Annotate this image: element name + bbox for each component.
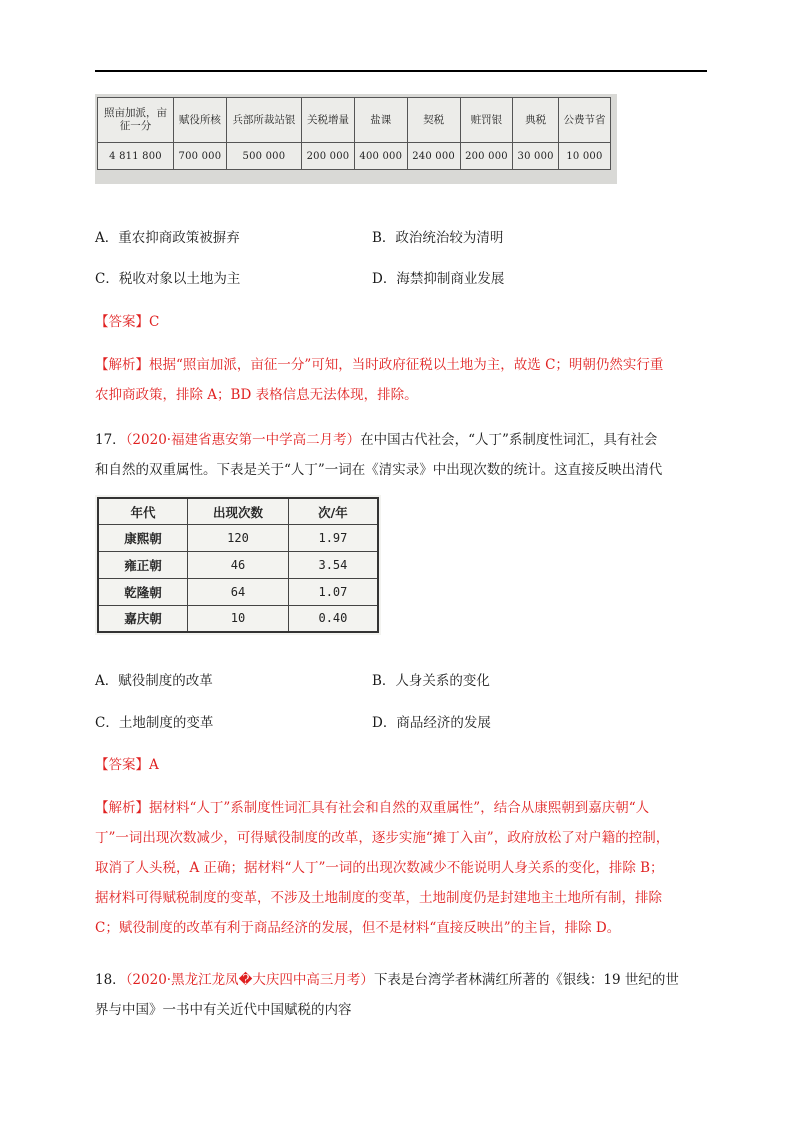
tax-table-cell: 500 000 <box>226 143 301 170</box>
q16-option-b: B．政治统治较为清明 <box>372 230 504 246</box>
q16-answer: 【答案】C <box>95 314 160 330</box>
q17-option-c: C．土地制度的变革 <box>95 715 214 731</box>
renting-table-row <box>98 525 378 552</box>
renting-table-count: 10 <box>188 605 289 632</box>
tax-table <box>97 97 611 170</box>
tax-table-header: 典税 <box>513 98 559 143</box>
header-rule <box>95 70 707 72</box>
tax-table-cell: 240 000 <box>407 143 460 170</box>
tax-table-cell: 200 000 <box>302 143 355 170</box>
q17-analysis-line: 取消了人头税，A 正确；据材料“人丁”一词的出现次数减少不能说明人身关系的变化，排除 B； <box>95 860 664 876</box>
tax-table-header: 公费节省 <box>558 98 610 143</box>
tax-table-header-row <box>98 98 611 143</box>
q18-stem-line-2: 界与中国》一书中有关近代中国赋税的内容 <box>95 1002 352 1018</box>
renting-table-rate: 1.07 <box>288 578 378 605</box>
renting-table-count: 120 <box>188 525 289 552</box>
renting-table-row <box>98 605 378 632</box>
renting-table-header-row <box>98 498 378 525</box>
renting-table-count: 64 <box>188 578 289 605</box>
tax-table-cell: 400 000 <box>354 143 407 170</box>
q16-option-a: A．重农抑商政策被摒弃 <box>95 230 240 246</box>
q18-stem-line-1 <box>95 968 679 988</box>
tax-table-header: 赋役所核 <box>174 98 227 143</box>
renting-table-header: 年代 <box>98 498 188 525</box>
tax-table-header: 兵部所裁站银 <box>226 98 301 143</box>
q17-analysis-line: C；赋役制度的改革有利于商品经济的发展，但不是材料“直接反映出”的主旨，排除 D。 <box>95 920 621 936</box>
q18-number: 18． <box>95 972 126 988</box>
renting-table-row <box>98 578 378 605</box>
tax-table-header: 盐课 <box>354 98 407 143</box>
renting-table-era: 嘉庆朝 <box>98 605 188 632</box>
q18-source: （2020·黑龙江龙凤�大庆四中高三月考） <box>125 972 374 988</box>
renting-table <box>97 497 379 633</box>
q17-number: 17． <box>95 432 126 448</box>
tax-table-header: 契税 <box>407 98 460 143</box>
q17-analysis-line: 【解析】据材料“人丁”系制度性词汇具有社会和自然的双重属性”，结合从康熙朝到嘉庆朝“人 <box>95 800 650 816</box>
q17-analysis-line: 据材料可得赋税制度的变革，不涉及土地制度的变革，土地制度仍是封建地主土地所有制，排除 <box>95 890 662 906</box>
renting-table-header: 出现次数 <box>188 498 289 525</box>
tax-table-header: 赃罚银 <box>460 98 513 143</box>
renting-table-count: 46 <box>188 552 289 579</box>
q17-option-b: B．人身关系的变化 <box>372 673 490 689</box>
q17-stem-line-2: 和自然的双重属性。下表是关于“人丁”一词在《清实录》中出现次数的统计。这直接反映出清代 <box>95 462 663 478</box>
q17-answer: 【答案】A <box>95 757 159 773</box>
q17-source: （2020·福建省惠安第一中学高二月考） <box>125 432 361 448</box>
renting-table-rate: 0.40 <box>288 605 378 632</box>
tax-table-header: 关税增量 <box>302 98 355 143</box>
tax-table-image <box>95 94 617 184</box>
tax-table-cell: 30 000 <box>513 143 559 170</box>
renting-table-row <box>98 552 378 579</box>
q17-analysis-line: 丁”一词出现次数减少，可得赋役制度的改革，逐步实施“摊丁入亩”，政府放松了对户籍的控制， <box>95 830 670 846</box>
q17-option-a: A．赋役制度的改革 <box>95 673 213 689</box>
renting-table-rate: 3.54 <box>288 552 378 579</box>
q16-analysis-line: 农抑商政策，排除 A；BD 表格信息无法体现，排除。 <box>95 387 418 403</box>
tax-table-cell: 4 811 800 <box>98 143 174 170</box>
renting-table-era: 康熙朝 <box>98 525 188 552</box>
q17-stem: 在中国古代社会，“人丁”系制度性词汇，具有社会 <box>360 432 658 448</box>
tax-table-cell: 700 000 <box>174 143 227 170</box>
q16-analysis-line: 【解析】根据“照亩加派，亩征一分”可知，当时政府征税以土地为主，故选 C；明朝仍然实行重 <box>95 357 664 373</box>
tax-table-cell: 10 000 <box>558 143 610 170</box>
q18-stem: 下表是台湾学者林满红所著的《银线：19 世纪的世 <box>373 972 679 988</box>
renting-table-image <box>95 495 381 635</box>
tax-table-cell: 200 000 <box>460 143 513 170</box>
tax-table-value-row <box>98 143 611 170</box>
q17-stem-line-1 <box>95 428 657 448</box>
q16-option-c: C．税收对象以土地为主 <box>95 271 241 287</box>
q16-option-d: D．海禁抑制商业发展 <box>372 271 505 287</box>
renting-table-era: 乾隆朝 <box>98 578 188 605</box>
tax-table-header: 照亩加派，亩征一分 <box>98 98 174 143</box>
q17-option-d: D．商品经济的发展 <box>372 715 491 731</box>
renting-table-header: 次/年 <box>288 498 378 525</box>
renting-table-era: 雍正朝 <box>98 552 188 579</box>
renting-table-rate: 1.97 <box>288 525 378 552</box>
